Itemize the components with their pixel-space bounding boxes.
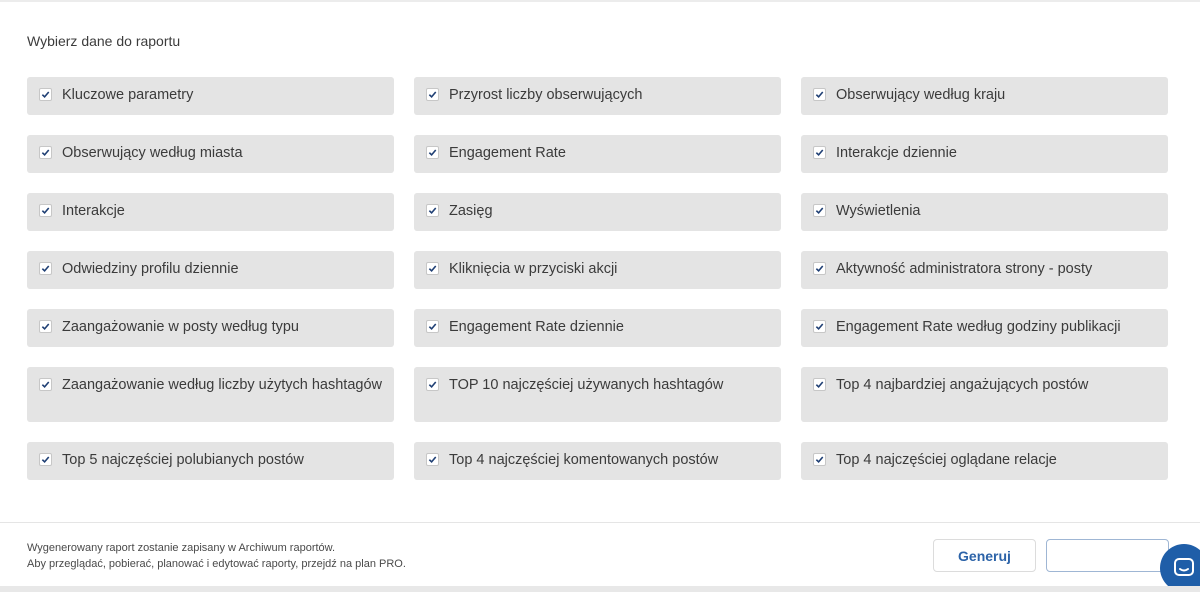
option-label: Top 4 najczęściej oglądane relacje — [836, 452, 1057, 468]
checkbox[interactable] — [813, 453, 826, 466]
checkbox[interactable] — [813, 262, 826, 275]
checkmark-icon — [815, 380, 824, 389]
chat-button[interactable] — [1160, 544, 1200, 592]
option-item[interactable] — [414, 309, 781, 347]
generate-button[interactable]: Generuj — [933, 539, 1036, 572]
option-label: Odwiedziny profilu dziennie — [62, 261, 239, 277]
option-label: Zaangażowanie w posty według typu — [62, 319, 299, 335]
checkbox[interactable] — [39, 262, 52, 275]
option-item[interactable] — [801, 309, 1168, 347]
option-item[interactable] — [801, 251, 1168, 289]
option-item[interactable] — [414, 193, 781, 231]
option-item[interactable] — [801, 367, 1168, 422]
checkbox[interactable] — [426, 378, 439, 391]
secondary-button[interactable] — [1046, 539, 1169, 572]
checkmark-icon — [41, 90, 50, 99]
option-item[interactable] — [414, 367, 781, 422]
option-item[interactable] — [414, 77, 781, 115]
option-item[interactable] — [27, 309, 394, 347]
bottom-bar — [0, 586, 1200, 592]
option-label: Zaangażowanie według liczby użytych hashtagów — [62, 377, 382, 393]
option-item[interactable] — [414, 251, 781, 289]
checkmark-icon — [815, 148, 824, 157]
option-item[interactable] — [801, 77, 1168, 115]
footer-divider — [0, 522, 1200, 523]
option-label: Aktywność administratora strony - posty — [836, 261, 1093, 277]
checkmark-icon — [41, 455, 50, 464]
checkmark-icon — [428, 264, 437, 273]
checkbox[interactable] — [39, 204, 52, 217]
option-item[interactable] — [27, 193, 394, 231]
option-label: Top 4 najbardziej angażujących postów — [836, 377, 1089, 393]
report-data-grid — [27, 77, 1168, 500]
checkbox[interactable] — [426, 88, 439, 101]
option-item[interactable] — [801, 135, 1168, 173]
checkmark-icon — [815, 322, 824, 331]
option-item[interactable] — [27, 77, 394, 115]
option-label: Obserwujący według miasta — [62, 145, 243, 161]
option-label: TOP 10 najczęściej używanych hashtagów — [449, 377, 724, 393]
checkmark-icon — [428, 148, 437, 157]
option-item[interactable] — [801, 442, 1168, 480]
option-label: Kliknięcia w przyciski akcji — [449, 261, 618, 277]
option-item[interactable] — [27, 442, 394, 480]
footer-note-line-1: Wygenerowany raport zostanie zapisany w Archiwum raportów. — [27, 542, 336, 554]
checkmark-icon — [41, 206, 50, 215]
checkmark-icon — [815, 90, 824, 99]
checkmark-icon — [41, 380, 50, 389]
option-item[interactable] — [27, 251, 394, 289]
option-label: Top 4 najczęściej komentowanych postów — [449, 452, 719, 468]
section-title: Wybierz dane do raportu — [27, 33, 181, 49]
checkbox[interactable] — [39, 453, 52, 466]
checkmark-icon — [41, 148, 50, 157]
option-item[interactable] — [27, 367, 394, 422]
checkbox[interactable] — [39, 378, 52, 391]
checkbox[interactable] — [39, 146, 52, 159]
checkmark-icon — [428, 380, 437, 389]
checkmark-icon — [428, 90, 437, 99]
checkmark-icon — [428, 455, 437, 464]
option-label: Interakcje — [62, 203, 125, 219]
checkbox[interactable] — [426, 453, 439, 466]
option-item[interactable] — [414, 135, 781, 173]
option-label: Kluczowe parametry — [62, 87, 194, 103]
checkmark-icon — [815, 455, 824, 464]
checkbox[interactable] — [426, 262, 439, 275]
option-label: Top 5 najczęściej polubianych postów — [62, 452, 304, 468]
checkbox[interactable] — [813, 204, 826, 217]
checkbox[interactable] — [813, 378, 826, 391]
option-label: Engagement Rate dziennie — [449, 319, 624, 335]
checkmark-icon — [41, 322, 50, 331]
checkbox[interactable] — [39, 88, 52, 101]
checkbox[interactable] — [426, 146, 439, 159]
checkbox[interactable] — [813, 88, 826, 101]
option-label: Zasięg — [449, 203, 493, 219]
option-item[interactable] — [801, 193, 1168, 231]
checkmark-icon — [815, 264, 824, 273]
checkbox[interactable] — [39, 320, 52, 333]
option-item[interactable] — [27, 135, 394, 173]
option-label: Engagement Rate — [449, 145, 566, 161]
checkmark-icon — [428, 322, 437, 331]
footer-note-line-2: Aby przeglądać, pobierać, planować i edytować raporty, przejdź na plan PRO. — [27, 558, 406, 570]
checkbox[interactable] — [426, 204, 439, 217]
checkbox[interactable] — [426, 320, 439, 333]
option-label: Interakcje dziennie — [836, 145, 957, 161]
option-label: Przyrost liczby obserwujących — [449, 87, 643, 103]
checkbox[interactable] — [813, 146, 826, 159]
top-divider — [0, 0, 1200, 2]
checkmark-icon — [428, 206, 437, 215]
checkmark-icon — [41, 264, 50, 273]
checkbox[interactable] — [813, 320, 826, 333]
option-label: Wyświetlenia — [836, 203, 921, 219]
chat-icon — [1172, 556, 1196, 580]
footer-note — [27, 540, 406, 572]
checkmark-icon — [815, 206, 824, 215]
option-item[interactable] — [414, 442, 781, 480]
option-label: Obserwujący według kraju — [836, 87, 1006, 103]
option-label: Engagement Rate według godziny publikacji — [836, 319, 1121, 335]
